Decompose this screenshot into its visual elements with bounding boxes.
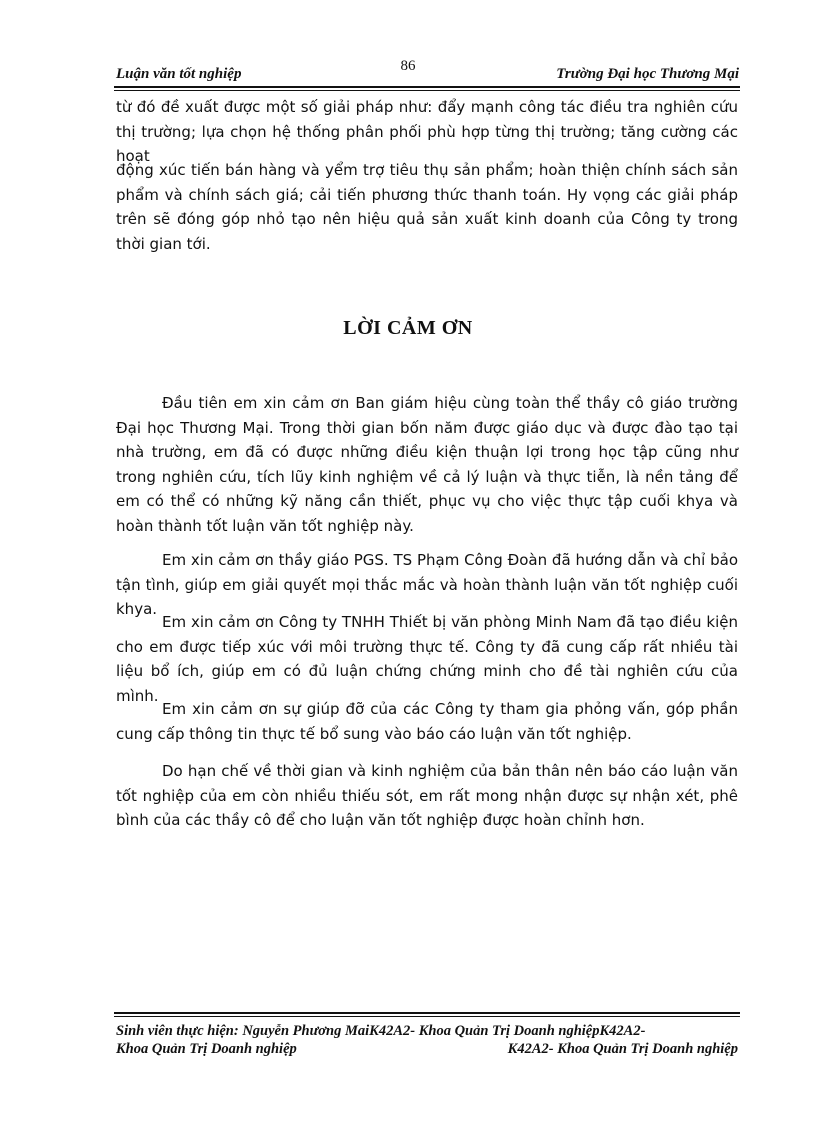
header-right-title: Trường Đại học Thương Mại	[556, 66, 739, 82]
footer-line-1: Sinh viên thực hiện: Nguyễn Phương MaiK42A2- Khoa Quản Trị Doanh nghiệpK42A2-	[116, 1023, 646, 1039]
footer-line-2-left: Khoa Quản Trị Doanh nghiệp	[116, 1041, 297, 1057]
intro-paragraph-1: từ đó đề xuất được một số giải pháp như: đẩy mạnh công tác điều tra nghiên cứu thị trường; lựa chọn hệ thống phân phối phù hợp từng thị trường; tăng cường các hoạt	[116, 98, 738, 165]
footer	[116, 1022, 738, 1058]
paragraph-2: Em xin cảm ơn thầy giáo PGS. TS Phạm Công Đoàn đã hướng dẫn và chỉ bảo tận tình, giúp em giải quyết mọi thắc mắc và hoàn thành luận văn tốt nghiệp cuối khya.	[116, 551, 738, 618]
footer-divider	[114, 1012, 740, 1017]
header-left-title: Luận văn tốt nghiệp	[116, 66, 242, 82]
footer-line-2	[116, 1040, 738, 1058]
section-title: LỜI CẢM ƠN	[343, 317, 473, 339]
paragraph-4: Em xin cảm ơn sự giúp đỡ của các Công ty tham gia phỏng vấn, góp phần cung cấp thông tin thực tế bổ sung vào báo cáo luận văn tốt nghiệp.	[116, 700, 738, 743]
page-number: 86	[400, 58, 416, 74]
paragraph-1: Đầu tiên em xin cảm ơn Ban giám hiệu cùng toàn thể thầy cô giáo trường Đại học Thương Mại. Trong thời gian bốn năm được giáo dục và được đào tạo tại nhà trường, em đã có được những điều kiện thuận lợi trong học tập cũng như trong nghiên cứu, tích lũy kinh nghiệm về cả lý luận và thực tiễn, là nền tảng để em có thể có những kỹ năng cần thiết, phục vụ cho việc thực tập cuối khya và hoàn thành tốt luận văn tốt nghiệp này.	[116, 394, 738, 535]
paragraph-5: Do hạn chế về thời gian và kinh nghiệm của bản thân nên báo cáo luận văn tốt nghiệp của em còn nhiều thiếu sót, em rất mong nhận được sự nhận xét, phê bình của các thầy cô để cho luận văn tốt nghiệp được hoàn chỉnh hơn.	[116, 762, 738, 829]
paragraph-3: Em xin cảm ơn Công ty TNHH Thiết bị văn phòng Minh Nam đã tạo điều kiện cho em được tiếp xúc với môi trường thực tế. Công ty đã cung cấp rất nhiều tài liệu bổ ích, giúp em có đủ luận chứng chứng minh cho đề tài nghiên cứu của mình.	[116, 613, 738, 705]
header-divider	[114, 86, 740, 91]
footer-line-2-right: K42A2- Khoa Quản Trị Doanh nghiệp	[507, 1041, 738, 1057]
intro-paragraph-2: động xúc tiến bán hàng và yểm trợ tiêu thụ sản phẩm; hoàn thiện chính sách sản phẩm và chính sách giá; cải tiến phương thức thanh toán. Hy vọng các giải pháp trên sẽ đóng góp nhỏ tạo nên hiệu quả sản xuất kinh doanh của Công ty trong thời gian tới.	[116, 161, 738, 253]
